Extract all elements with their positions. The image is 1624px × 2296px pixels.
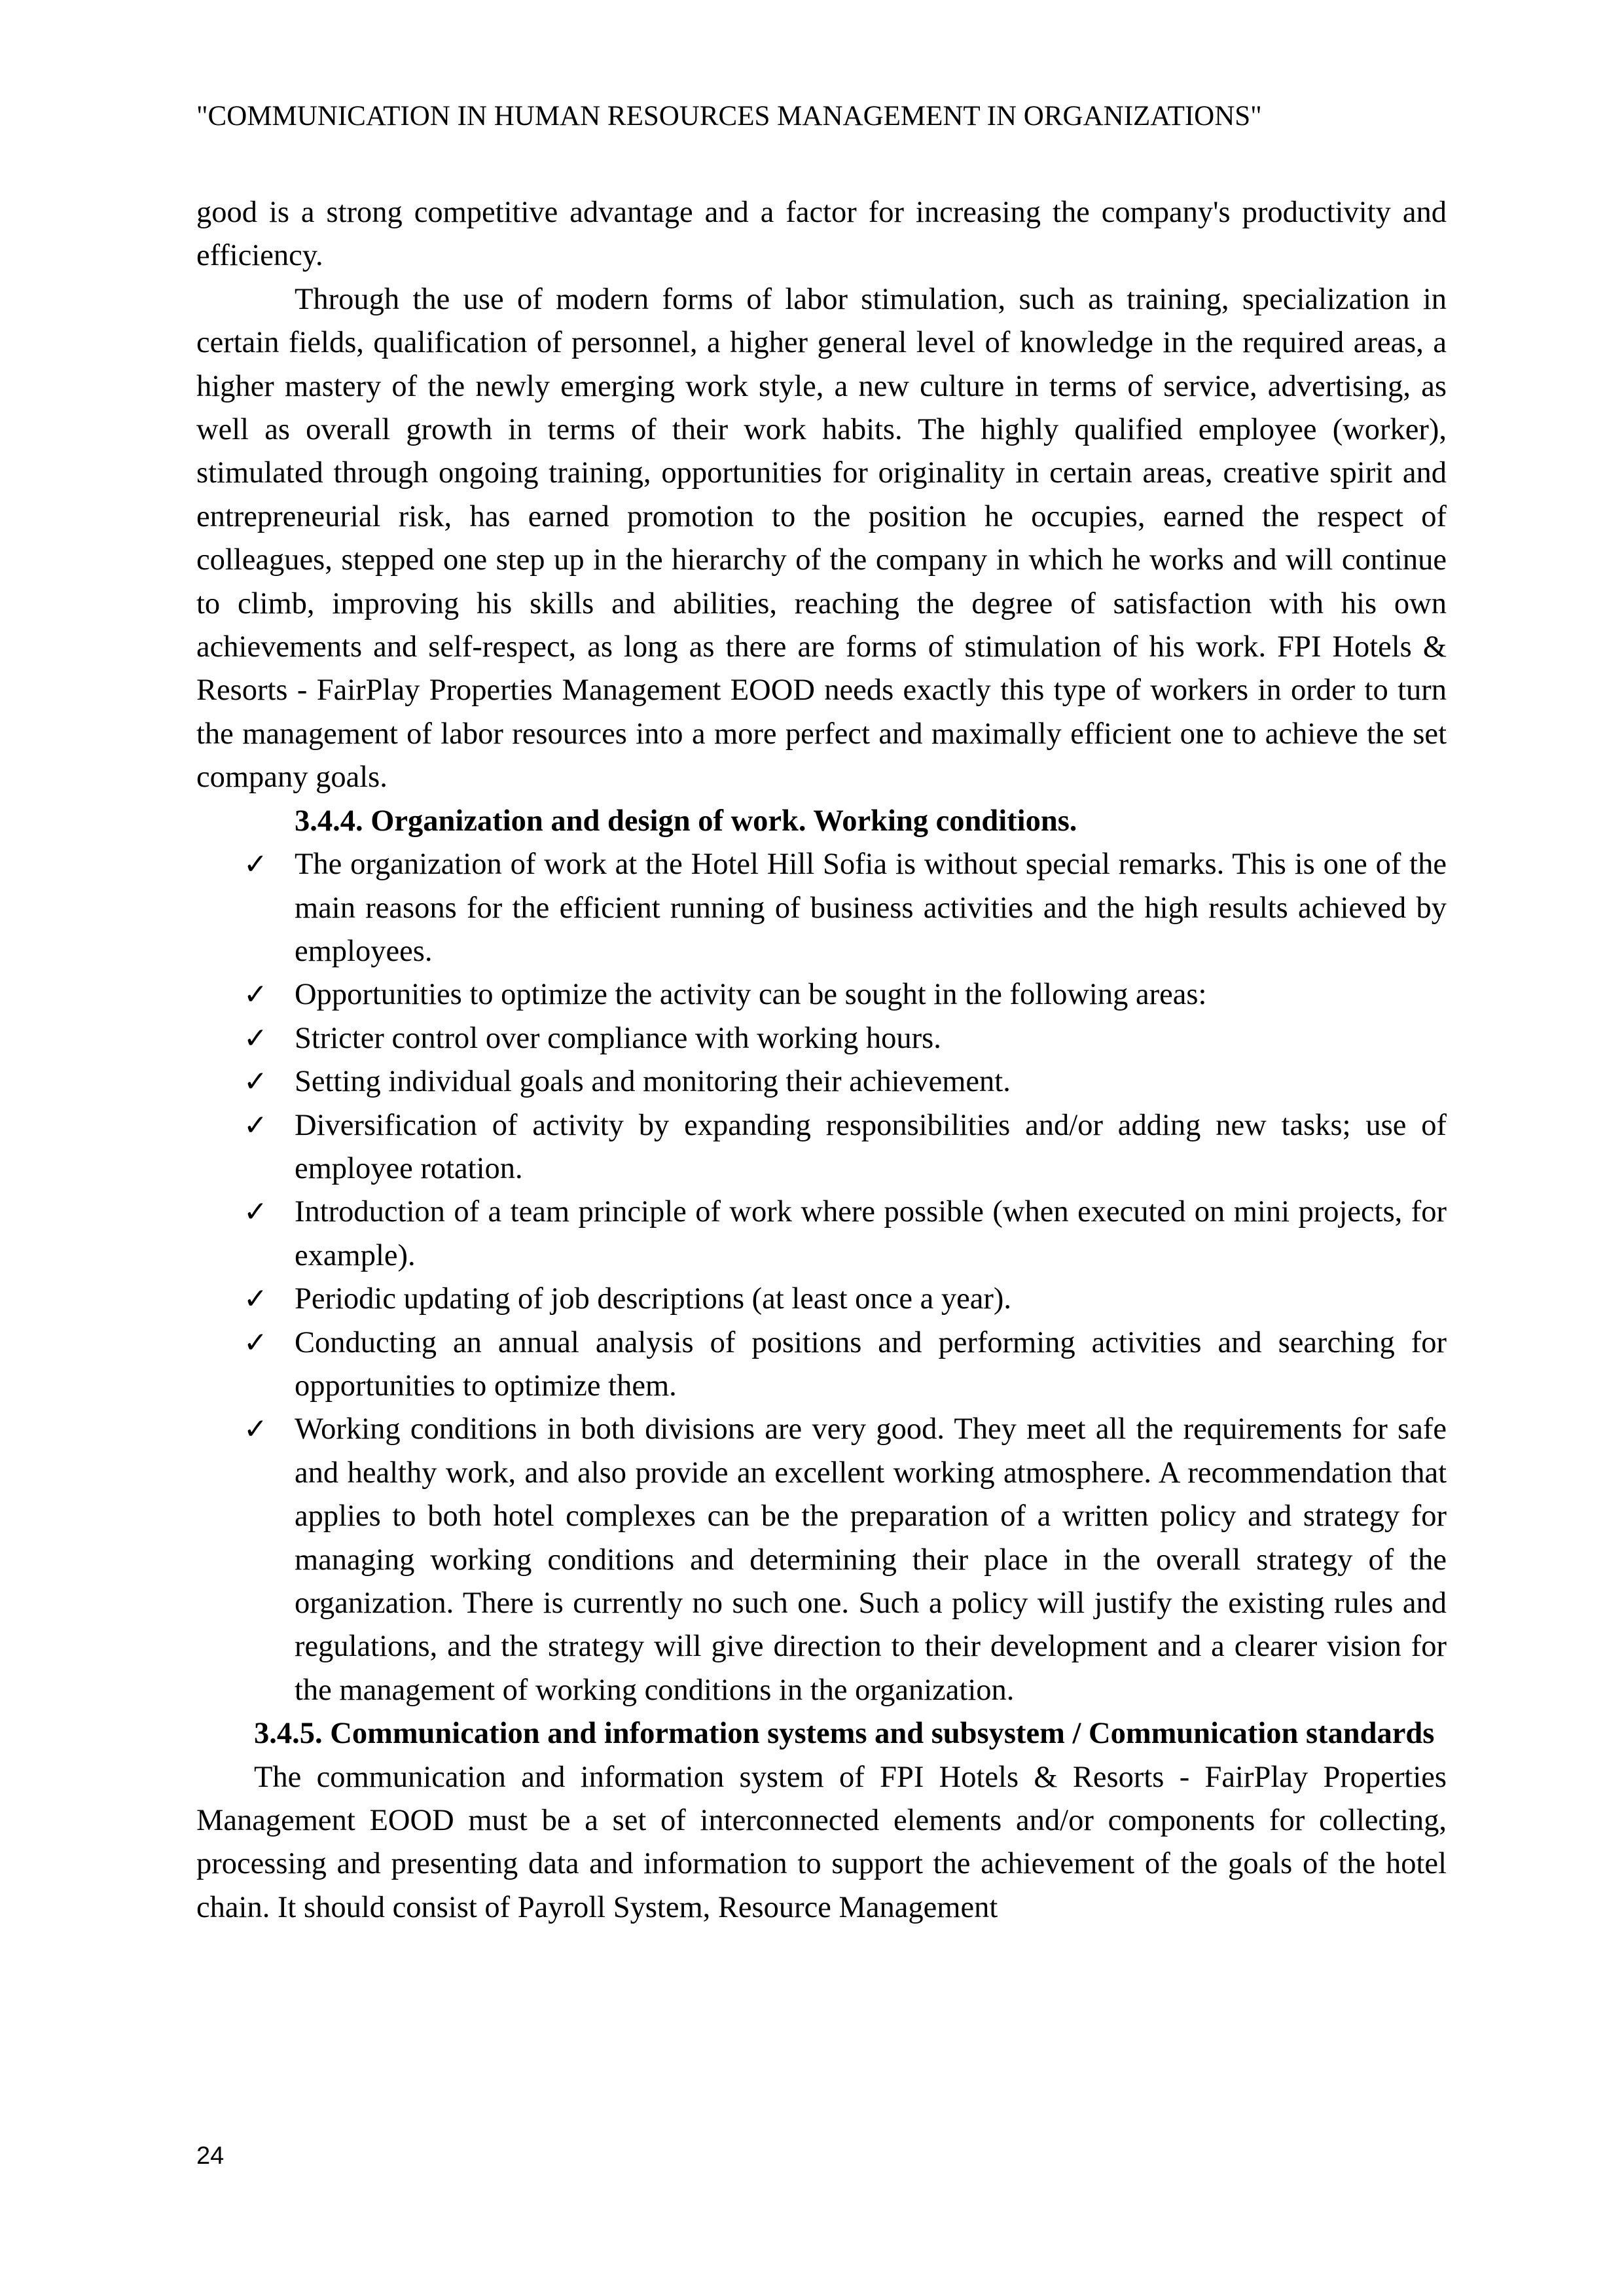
running-header: "COMMUNICATION IN HUMAN RESOURCES MANAGEMENT IN ORGANIZATIONS" [196,101,1262,132]
checklist-item-text: Introduction of a team principle of work where possible (when executed on mini projects, for example). [295,1195,1447,1272]
page-content [196,191,1447,1929]
checklist-item-text: Conducting an annual analysis of positions and performing activities and searching for opportunities to optimize them. [295,1325,1447,1403]
checkmark-icon: ✓ [244,978,268,1012]
paragraph-continued: good is a strong competitive advantage and a factor for increasing the company's productivity and efficiency. [196,196,1447,273]
checklist-item-text: Diversification of activity by expanding responsibilities and/or adding new tasks; use of employee rotation. [295,1108,1447,1185]
checklist-item-text: Setting individual goals and monitoring their achievement. [295,1065,1011,1099]
checklist-item [196,1278,1447,1321]
checklist-item [196,973,1447,1016]
checkmark-icon: ✓ [244,848,268,882]
checklist-item [196,1191,1447,1278]
checklist-item-text: The organization of work at the Hotel Hill Sofia is without special remarks. This is one of the main reasons for the efficient running of business activities and the high results achieved by employees. [295,848,1447,968]
checkmark-icon: ✓ [244,1412,268,1446]
section-heading-3-4-5: 3.4.5. Communication and information systems and subsystem / Communication standards [254,1717,1435,1751]
checklist-item [196,843,1447,973]
section-heading-3-4-4: 3.4.4. Organization and design of work. Working conditions. [295,804,1077,838]
checklist-item-text: Opportunities to optimize the activity can be sought in the following areas: [295,978,1207,1012]
checkmark-icon: ✓ [244,1065,268,1099]
checklist-item [196,1321,1447,1408]
checklist-item [196,1104,1447,1191]
checklist-item [196,1408,1447,1712]
checkmark-icon: ✓ [244,1325,268,1359]
checklist-item [196,1060,1447,1103]
checkmark-icon: ✓ [244,1195,268,1229]
checklist-item-text: Periodic updating of job descriptions (at least once a year). [295,1282,1011,1316]
checkmark-icon: ✓ [244,1021,268,1055]
checklist-item-text: Stricter control over compliance with working hours. [295,1021,941,1055]
checkmark-icon: ✓ [244,1282,268,1316]
checklist [196,843,1447,1712]
paragraph-labor-stimulation: Through the use of modern forms of labor stimulation, such as training, specialization in certain fields, qualification of personnel, a higher general level of knowledge in the required areas, a higher mastery of the newly emerging work style, a new culture in terms of service, advertising, as well as overall growth in terms of their work habits. The highly qualified employee (worker), stimulated through ongoing training, opportunities for originality in certain areas, creative spirit and entrepreneurial risk, has earned promotion to the position he occupies, earned the respect of colleagues, stepped one step up in the hierarchy of the company in which he works and will continue to climb, improving his skills and abilities, reaching the degree of satisfaction with his own achievements and self-respect, as long as there are forms of stimulation of his work. FPI Hotels & Resorts - FairPlay Properties Management EOOD needs exactly this type of workers in order to turn the management of labor resources into a more perfect and maximally efficient one to achieve the set company goals. [196,282,1447,795]
checklist-item [196,1017,1447,1060]
checklist-item-text: Working conditions in both divisions are very good. They meet all the requirements for safe and healthy work, and also provide an excellent working atmosphere. A recommendation that applies to both hotel complexes can be the preparation of a written policy and strategy for managing working conditions and determining their place in the overall strategy of the organization. There is currently no such one. Such a policy will justify the existing rules and regulations, and the strategy will give direction to their development and a clearer vision for the management of working conditions in the organization. [295,1412,1447,1707]
checkmark-icon: ✓ [244,1108,268,1142]
paragraph-communication-system: The communication and information system of FPI Hotels & Resorts - FairPlay Properties Management EOOD must be a set of interconnected elements and/or components for collecting, processing and presenting data and information to support the achievement of the goals of the hotel chain. It should consist of Payroll System, Resource Management [196,1760,1447,1924]
page-number: 24 [196,2142,225,2170]
